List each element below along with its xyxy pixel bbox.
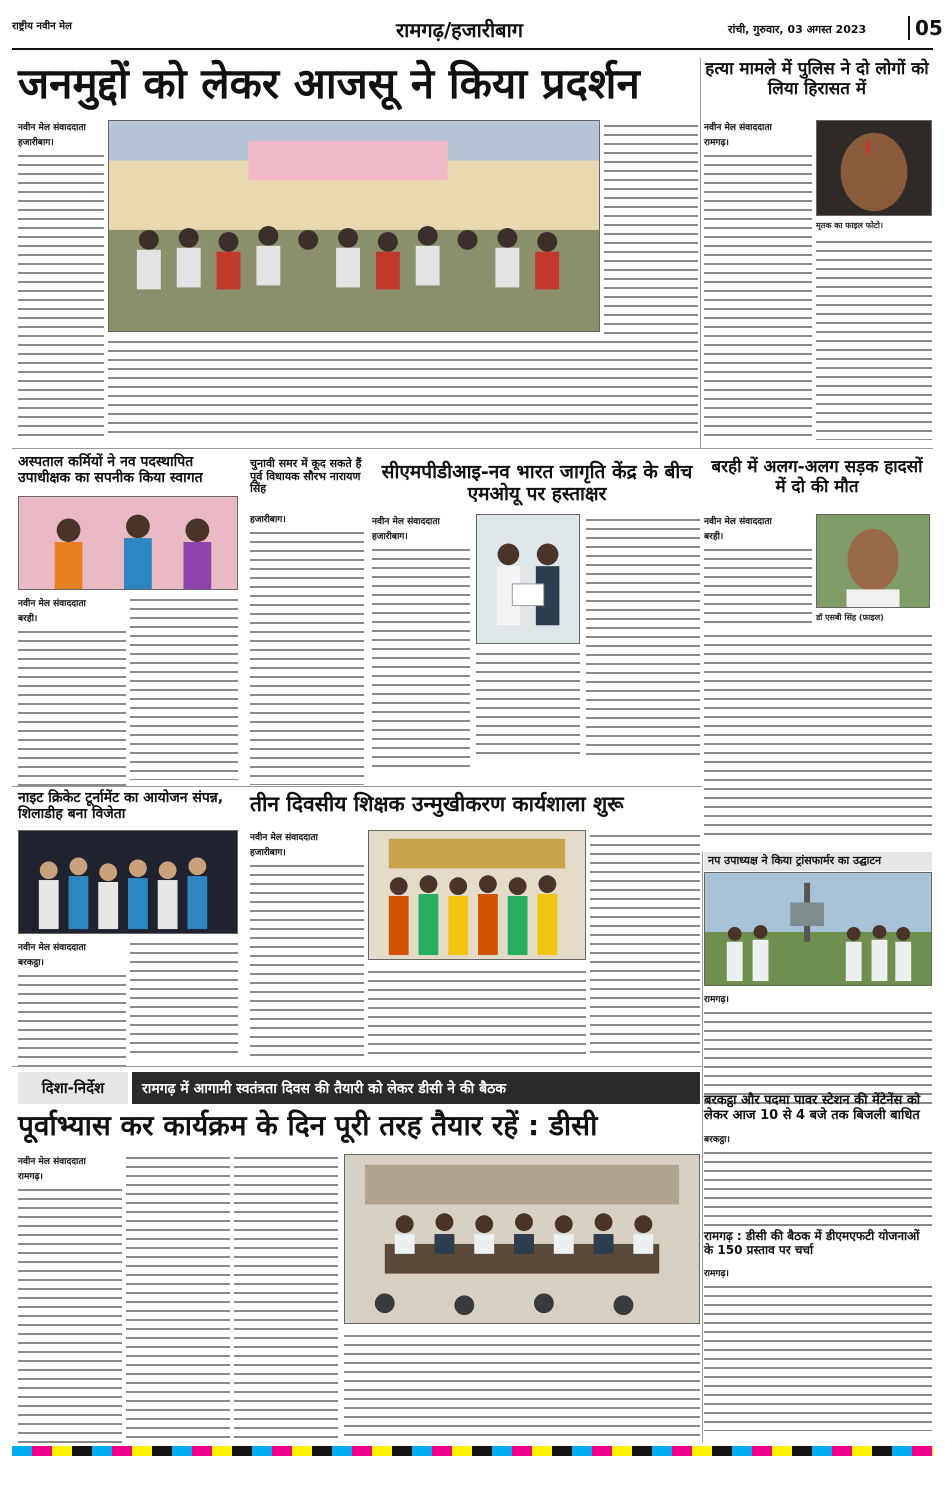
power-dateline: बरकट्ठा। <box>704 1135 730 1145</box>
lead-dateline: हजारीबाग। <box>18 138 54 148</box>
election-dateline: हजारीबाग। <box>250 515 286 525</box>
directive-meeting-photo <box>344 1154 700 1324</box>
dmft-headline: रामगढ़ : डीसी की बैठक में डीएमएफटी योजनाओं के 150 प्रस्ताव पर चर्चा <box>704 1229 920 1257</box>
workshop-photo <box>368 830 586 960</box>
directive-byline: नवीन मेल संवाददाता <box>18 1157 86 1167</box>
power-story <box>704 1130 932 1227</box>
murder-body-text <box>704 150 812 440</box>
directive-kicker: रामगढ़ में आगामी स्वतंत्रता दिवस की तैयारी को लेकर डीसी ने की बैठक <box>132 1072 700 1104</box>
accident-headline: बरही में अलग-अलग सड़क हादसों में दो की मौत <box>711 457 923 497</box>
transformer-photo <box>704 872 932 986</box>
accident-victim-photo <box>816 514 930 608</box>
murder-dateline: रामगढ़। <box>704 138 729 148</box>
hospital-photo <box>18 496 238 590</box>
mou-story-col3 <box>586 514 700 758</box>
paper-name: राष्ट्रीय नवीन मेल <box>12 21 72 32</box>
accident-dateline: बरही। <box>704 532 724 542</box>
accident-photo-caption: डॉ एसबी सिंह (फ़ाइल) <box>816 613 884 622</box>
directive-tag: दिशा-निर्देश <box>18 1072 128 1104</box>
lead-story-col1 <box>18 118 104 440</box>
murder-story-col2 <box>816 236 932 440</box>
column-rule-2 <box>702 852 703 1442</box>
cricket-byline: नवीन मेल संवाददाता <box>18 943 86 953</box>
hospital-dateline: बरही। <box>18 614 38 624</box>
lead-byline: नवीन मेल संवाददाता <box>18 123 86 133</box>
directive-dateline: रामगढ़। <box>18 1172 43 1182</box>
hospital-headline: अस्पताल कर्मियों ने नव पदस्थापित उपाधीक्षक का सपनीक किया स्वागत <box>18 454 203 487</box>
lead-photo <box>108 120 600 332</box>
directive-story-col1 <box>18 1152 122 1444</box>
murder-victim-photo <box>816 120 932 216</box>
hospital-story-col2 <box>130 594 238 780</box>
mou-byline: नवीन मेल संवाददाता <box>372 517 440 527</box>
page-number: 05 <box>908 16 943 40</box>
election-headline: चुनावी समर में कूद सकते हैं पूर्व विधायक सौरभ नारायण सिंह <box>250 457 362 496</box>
color-registration-bar <box>12 1446 933 1456</box>
lead-story-col-right <box>604 120 698 440</box>
cricket-headline: नाइट क्रिकेट टूर्नामेंट का आयोजन संपन्न, शिलाडीह बना विजेता <box>18 790 224 823</box>
workshop-headline: तीन दिवसीय शिक्षक उन्मुखीकरण कार्यशाला शुरू <box>250 792 624 816</box>
section-rule-3 <box>12 1066 702 1067</box>
mou-photo <box>476 514 580 644</box>
directive-story-col3 <box>234 1152 338 1438</box>
section-rule-2 <box>12 786 702 787</box>
section-title: रामगढ़/हजारीबाग <box>396 18 524 42</box>
workshop-dateline: हजारीबाग। <box>250 848 286 858</box>
cricket-story-col1 <box>18 938 126 1066</box>
mou-story-col1 <box>372 512 470 772</box>
cricket-story-col2 <box>130 938 238 1060</box>
murder-story-col1 <box>704 118 812 440</box>
mou-headline: सीएमपीडीआइ-नव भारत जागृति केंद्र के बीच एमओयू पर हस्ताक्षर <box>381 461 693 505</box>
cricket-dateline: बरकट्ठा। <box>18 958 44 968</box>
issue-dateline: रांची, गुरुवार, 03 अगस्त 2023 <box>728 23 867 36</box>
lead-body-text <box>18 150 104 440</box>
mou-dateline: हजारीबाग। <box>372 532 408 542</box>
accident-byline: नवीन मेल संवाददाता <box>704 517 772 527</box>
murder-byline: नवीन मेल संवाददाता <box>704 123 772 133</box>
dmft-dateline: रामगढ़। <box>704 1269 729 1279</box>
murder-photo-caption: मृतक का फाइल फोटो। <box>816 221 884 230</box>
directive-headline: पूर्वाभ्यास कर कार्यक्रम के दिन पूरी तरह तैयार रहें : डीसी <box>18 1109 598 1142</box>
transformer-dateline: रामगढ़। <box>704 995 729 1005</box>
workshop-story-col1 <box>250 828 364 1062</box>
workshop-story-mid <box>368 966 586 1060</box>
transformer-headline: नप उपाध्यक्ष ने किया ट्रांसफार्मर का उद्घाटन <box>704 852 932 871</box>
hospital-story-col1 <box>18 594 126 786</box>
hospital-byline: नवीन मेल संवाददाता <box>18 599 86 609</box>
mou-story-col2 <box>476 648 580 758</box>
section-rule <box>12 448 933 449</box>
directive-story-col2 <box>126 1152 230 1438</box>
cricket-photo <box>18 830 238 934</box>
directive-story-bottom <box>344 1330 700 1438</box>
dmft-story <box>704 1264 932 1431</box>
masthead <box>12 14 943 50</box>
election-story <box>250 510 364 785</box>
lead-headline: जनमुद्दों को लेकर आजसू ने किया प्रदर्शन <box>18 59 640 108</box>
murder-headline: हत्या मामले में पुलिस ने दो लोगों को लिया हिरासत में <box>705 59 929 99</box>
workshop-story-col3 <box>590 830 700 1060</box>
power-headline: बरकट्ठा और पदमा पावर स्टेशन की मेंटेनेंस को लेकर आज 10 से 4 बजे तक बिजली बाधित <box>704 1093 921 1123</box>
workshop-byline: नवीन मेल संवाददाता <box>250 833 318 843</box>
column-rule <box>700 58 701 448</box>
accident-story-bottom <box>704 630 932 840</box>
transformer-story <box>704 990 932 1107</box>
